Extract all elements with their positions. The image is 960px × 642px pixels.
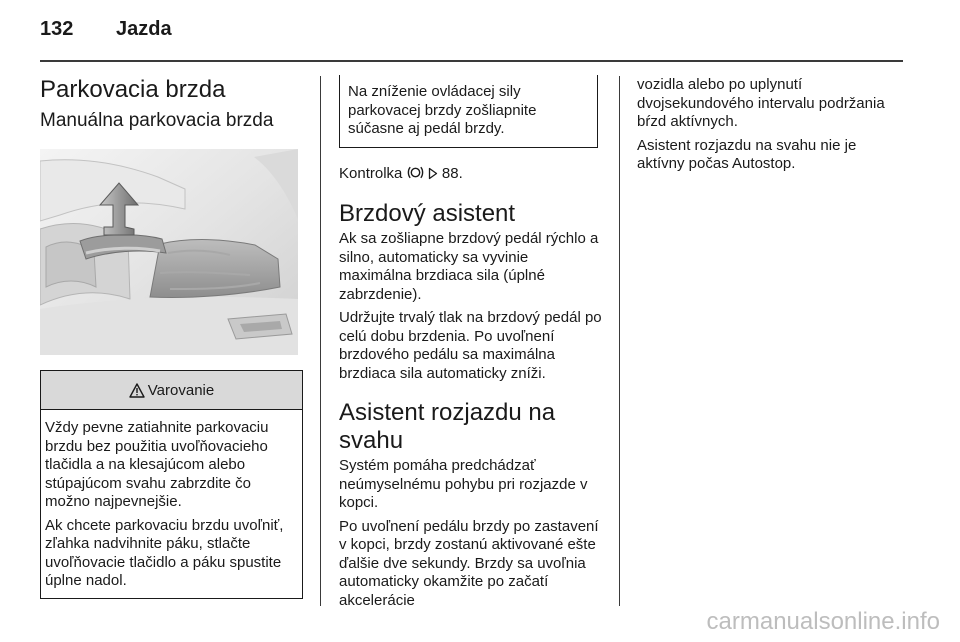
page-reference-icon: [428, 167, 438, 180]
indicator-reference: [339, 165, 602, 184]
watermark: carmanualsonline.info: [706, 608, 940, 635]
warning-box: [40, 370, 303, 599]
note-box: [339, 75, 598, 148]
indicator-page-ref: 88.: [441, 164, 463, 182]
handbrake-illustration: [40, 149, 298, 355]
brake-assist-paragraph: Udržujte trvalý tlak na brzdový pedál po celú dobu brzdenia. Po uvoľnení brzdového pedálu sa maximálna brzdiaca sila automaticky zníži.: [339, 309, 602, 382]
warning-triangle-icon: [129, 383, 145, 398]
warning-body: [41, 410, 302, 598]
column-divider-2: [619, 76, 620, 606]
chapter-title: Jazda: [116, 18, 172, 40]
subsection-title: Manuálna parkovacia brzda: [40, 110, 274, 131]
column-divider-1: [320, 76, 321, 606]
column-2: [339, 76, 602, 610]
brake-warning-icon: [407, 165, 424, 180]
brake-assist-paragraph: Ak sa zošliapne brzdový pedál rýchlo a silno, automaticky sa vyvinie maximálna brzdiaca sila (úplné zabrzdenie).: [339, 230, 599, 303]
continued-paragraph: vozidla alebo po uplynutí dvojsekundového intervalu podržania bŕzd aktívnych.: [637, 76, 885, 130]
hill-start-title: Asistent rozjazdu na svahu: [339, 399, 556, 454]
section-title: Parkovacia brzda: [40, 76, 226, 103]
note-text: Na zníženie ovládacej sily parkovacej brzdy zošliapnite súčasne aj pedál brzdy.: [348, 83, 537, 137]
column-3: [637, 76, 905, 174]
hill-start-paragraph: Po uvoľnení pedálu brzdy po zastavení v kopci, brzdy zostanú aktivované ešte ďalšie dve sekundy. Brzdy sa uvoľnia automaticky okamžite po začatí akcelerácie: [339, 517, 599, 609]
hill-start-paragraph: Systém pomáha predchádzať neúmyselnému pohybu pri rozjazde v kopci.: [339, 457, 588, 511]
warning-header: [41, 371, 302, 410]
page-number: 132: [40, 18, 74, 40]
column-1: [40, 76, 303, 599]
header-rule: [40, 60, 903, 62]
warning-paragraph: Vždy pevne zatiahnite parkovaciu brzdu bez použitia uvoľňovacieho tlačidla a na klesajúcom alebo stúpajúcom svahu zabrzdite čo možno najpevnejšie.: [45, 419, 269, 510]
warning-paragraph: Ak chcete parkovaciu brzdu uvoľniť, zľahka nadvihnite páku, stlačte uvoľňovacie tlačidlo a páku spustite úplne nadol.: [45, 516, 284, 589]
autostop-paragraph: Asistent rozjazdu na svahu nie je aktívny počas Autostop.: [637, 136, 857, 172]
indicator-label: Kontrolka: [339, 164, 403, 182]
warning-title: Varovanie: [147, 381, 215, 399]
brake-assist-title: Brzdový asistent: [339, 200, 516, 227]
